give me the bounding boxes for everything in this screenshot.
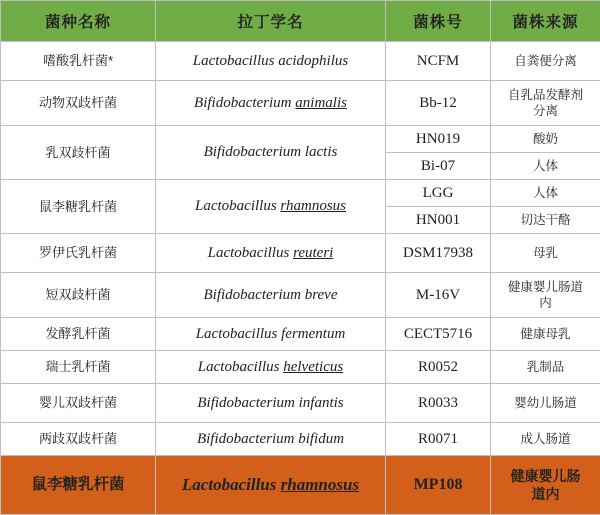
latin-text-underlined: reuteri	[293, 245, 333, 261]
cell-strain-source: 母乳	[491, 234, 600, 273]
cell-latin-name	[156, 234, 386, 273]
cell-strain-source: 乳制品	[491, 351, 600, 384]
cell-strain-code: M-16V	[386, 273, 491, 318]
latin-text: Lactobacillus fermentum	[196, 326, 346, 342]
latin-text: Bifidobacterium	[194, 95, 295, 111]
source-line-1: 健康婴儿肠道	[491, 279, 600, 295]
latin-text: Bifidobacterium infantis	[197, 395, 343, 411]
latin-text: Lactobacillus acidophilus	[193, 53, 348, 69]
cell-latin-name	[156, 42, 386, 81]
latin-text: Lactobacillus	[182, 475, 281, 494]
table-header	[1, 1, 600, 42]
table-row	[1, 234, 600, 273]
cell-latin-name	[156, 273, 386, 318]
table-row-highlighted	[1, 456, 600, 515]
cell-strain-name: 嗜酸乳杆菌*	[1, 42, 156, 81]
cell-strain-code: HN019	[386, 126, 491, 153]
column-header-name: 菌种名称	[1, 1, 156, 42]
cell-strain-code: R0033	[386, 384, 491, 423]
latin-text: Bifidobacterium bifidum	[197, 431, 344, 447]
cell-strain-name: 罗伊氏乳杆菌	[1, 234, 156, 273]
cell-latin-name	[156, 180, 386, 234]
table-row	[1, 81, 600, 126]
cell-strain-code: R0071	[386, 423, 491, 456]
cell-strain-source: 人体	[491, 153, 600, 180]
cell-strain-source: 婴幼儿肠道	[491, 384, 600, 423]
table-row	[1, 42, 600, 81]
cell-strain-source: 成人肠道	[491, 423, 600, 456]
latin-text: Bifidobacterium lactis	[204, 144, 338, 160]
cell-strain-code: NCFM	[386, 42, 491, 81]
cell-strain-name: 动物双歧杆菌	[1, 81, 156, 126]
column-header-latin-name: 拉丁学名	[156, 1, 386, 42]
cell-strain-name: 鼠李糖乳杆菌	[1, 180, 156, 234]
table-row	[1, 126, 600, 153]
cell-strain-name: 乳双歧杆菌	[1, 126, 156, 180]
latin-text-underlined: rhamnosus	[280, 198, 346, 214]
column-header-strain-source: 菌株来源	[491, 1, 600, 42]
cell-strain-source: 切达干酪	[491, 207, 600, 234]
cell-strain-source: 酸奶	[491, 126, 600, 153]
latin-text: Lactobacillus	[208, 245, 293, 261]
cell-latin-name	[156, 81, 386, 126]
cell-latin-name	[156, 318, 386, 351]
cell-strain-code: Bi-07	[386, 153, 491, 180]
cell-strain-name: 发酵乳杆菌	[1, 318, 156, 351]
cell-strain-code: CECT5716	[386, 318, 491, 351]
cell-strain-name: 两歧双歧杆菌	[1, 423, 156, 456]
table-row	[1, 180, 600, 207]
table-body	[1, 42, 600, 515]
cell-latin-name	[156, 423, 386, 456]
cell-strain-source: 健康母乳	[491, 318, 600, 351]
latin-text-underlined: helveticus	[283, 359, 343, 375]
source-line-1: 健康婴儿肠	[491, 467, 600, 485]
table-row	[1, 351, 600, 384]
cell-strain-source	[491, 273, 600, 318]
cell-strain-source	[491, 456, 600, 515]
cell-latin-name	[156, 384, 386, 423]
cell-strain-code: HN001	[386, 207, 491, 234]
cell-strain-name: 瑞士乳杆菌	[1, 351, 156, 384]
cell-strain-code: MP108	[386, 456, 491, 515]
latin-text-underlined: animalis	[295, 95, 347, 111]
latin-text-underlined: rhamnosus	[281, 475, 359, 494]
table-row	[1, 384, 600, 423]
table-row	[1, 318, 600, 351]
table-header-row	[1, 1, 600, 42]
latin-text: Lactobacillus	[195, 198, 280, 214]
cell-latin-name	[156, 351, 386, 384]
cell-latin-name	[156, 126, 386, 180]
cell-strain-name: 婴儿双歧杆菌	[1, 384, 156, 423]
source-line-2: 内	[491, 295, 600, 311]
cell-strain-code: Bb-12	[386, 81, 491, 126]
table-row	[1, 423, 600, 456]
cell-strain-code: DSM17938	[386, 234, 491, 273]
source-line-1: 自乳品发酵剂	[491, 87, 600, 103]
cell-strain-source	[491, 81, 600, 126]
table-row	[1, 273, 600, 318]
cell-latin-name	[156, 456, 386, 515]
cell-strain-code: R0052	[386, 351, 491, 384]
cell-strain-source: 自粪便分离	[491, 42, 600, 81]
cell-strain-source: 人体	[491, 180, 600, 207]
cell-strain-name: 短双歧杆菌	[1, 273, 156, 318]
column-header-strain-code: 菌株号	[386, 1, 491, 42]
latin-text: Bifidobacterium breve	[204, 287, 338, 303]
source-line-2: 分离	[491, 103, 600, 119]
cell-strain-name: 鼠李糖乳杆菌	[1, 456, 156, 515]
latin-text: Lactobacillus	[198, 359, 283, 375]
source-line-2: 道内	[491, 485, 600, 503]
cell-strain-code: LGG	[386, 180, 491, 207]
